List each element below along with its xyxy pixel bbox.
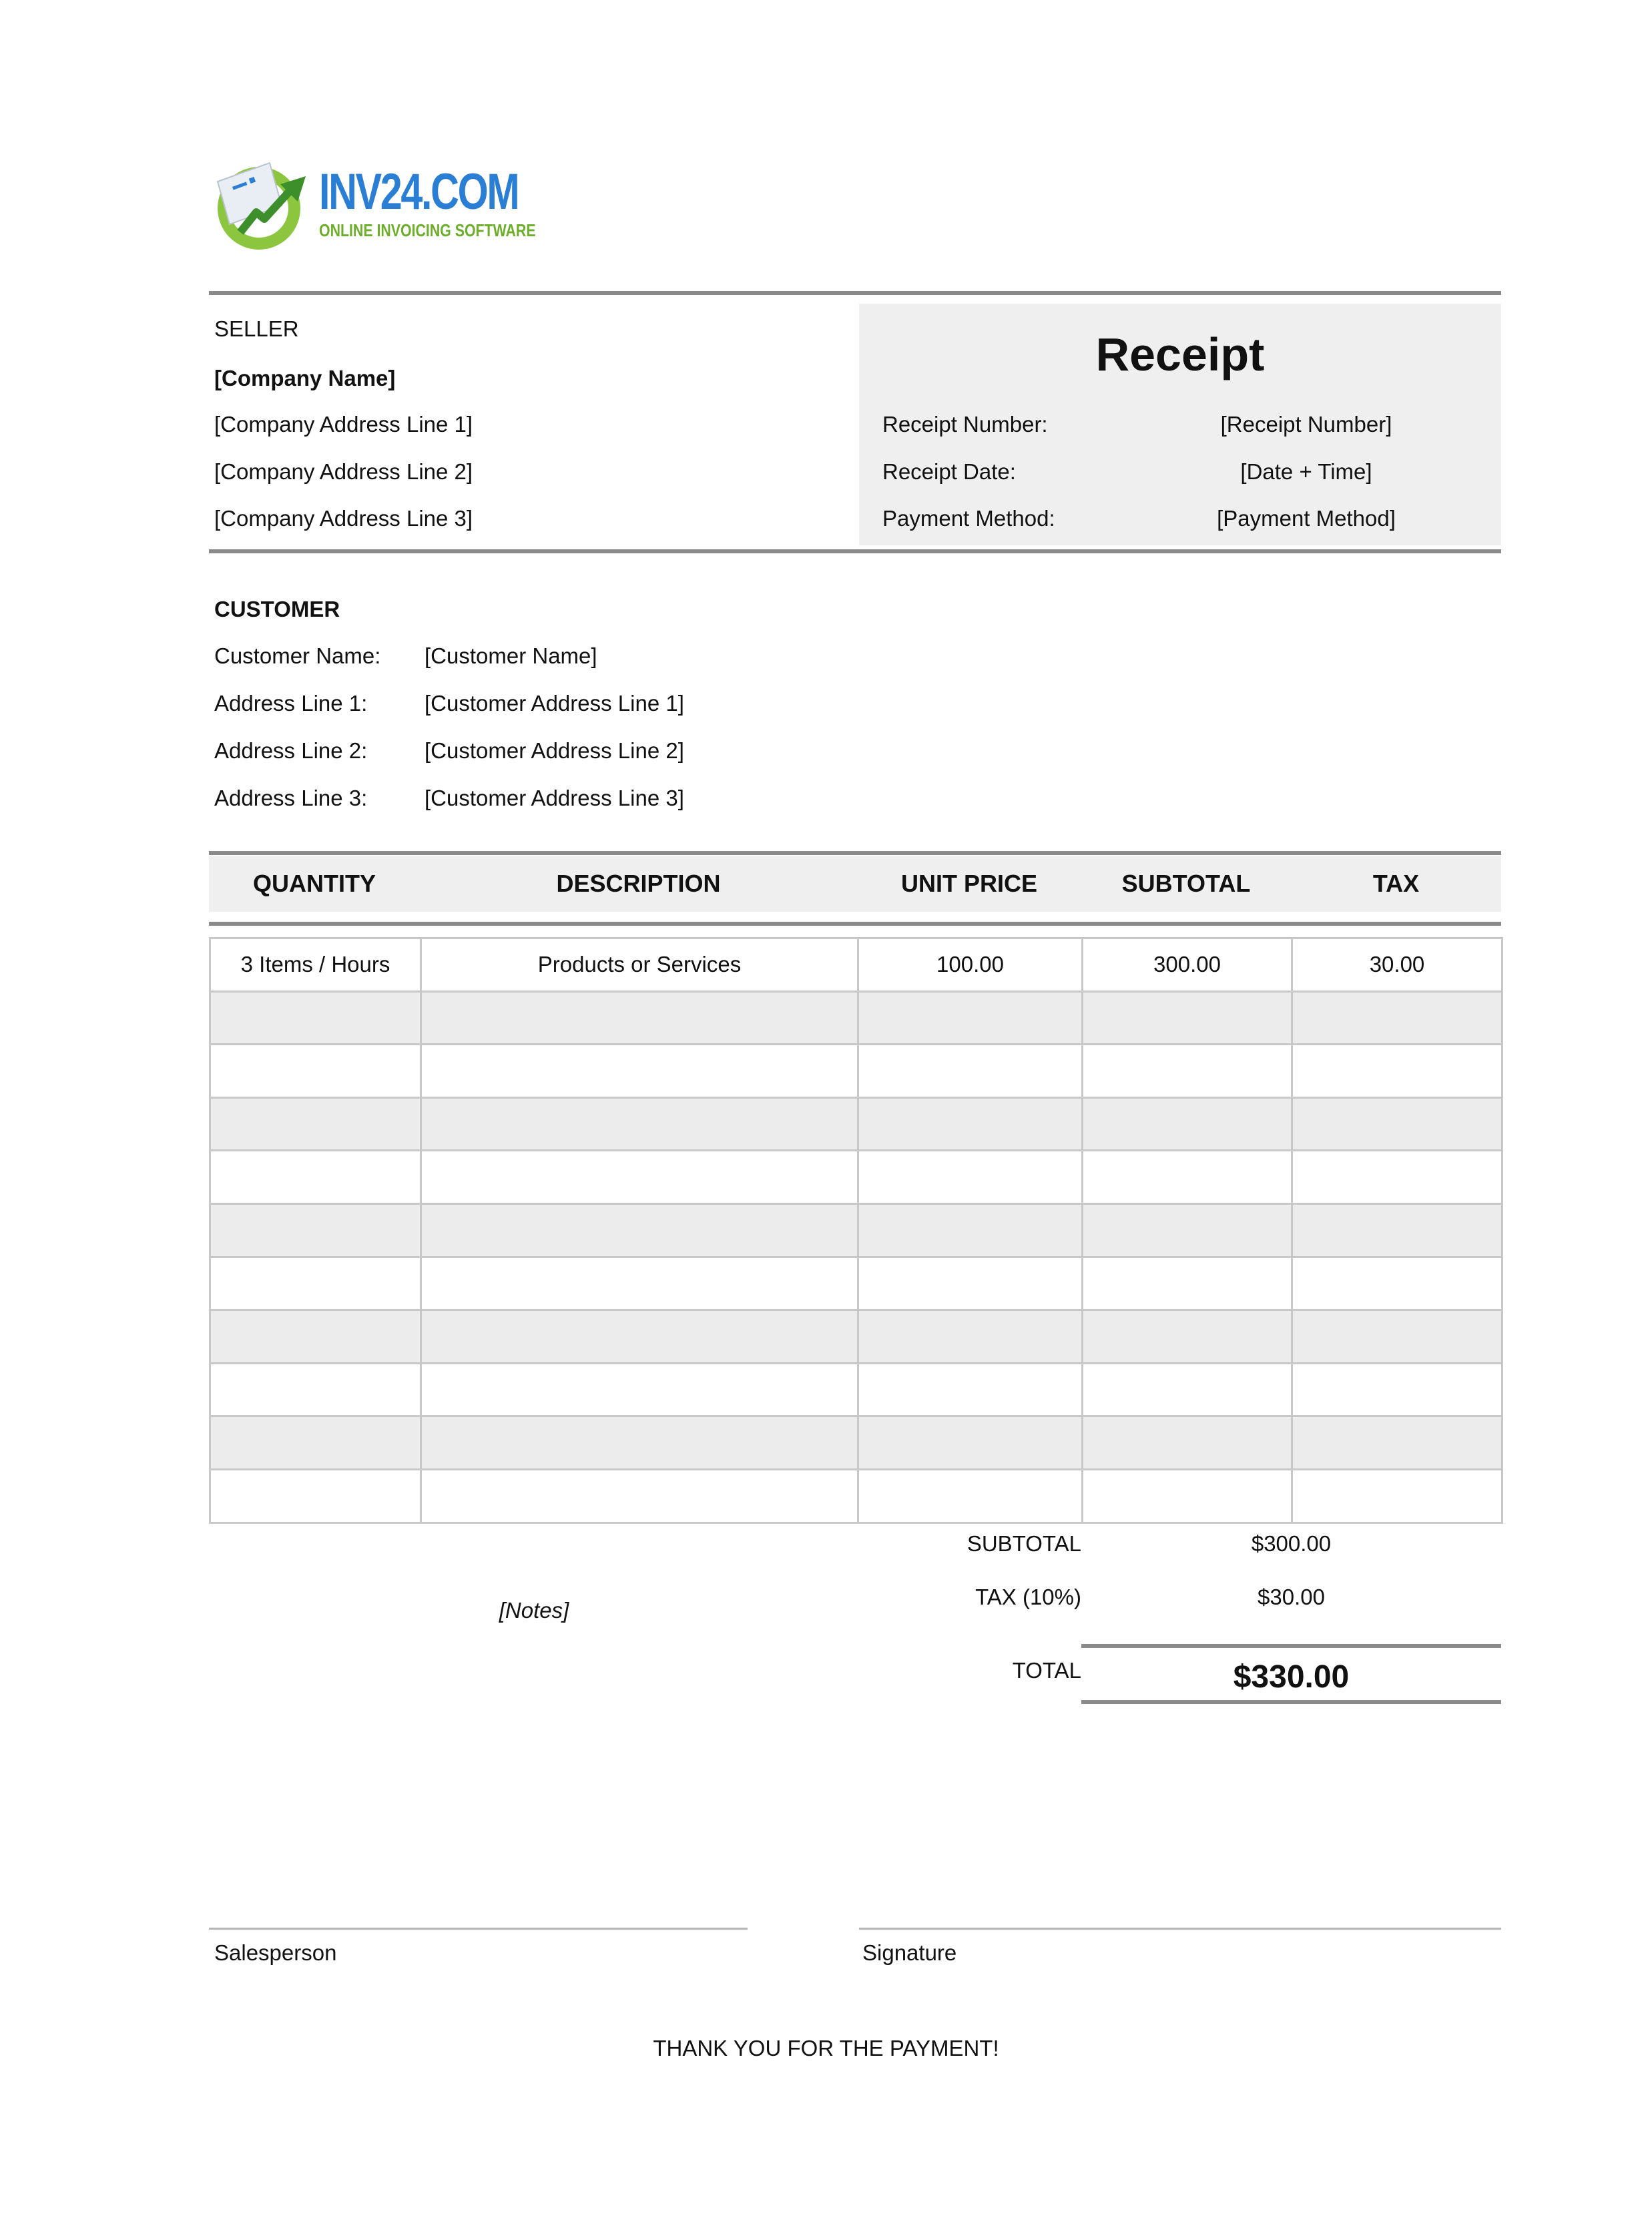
column-header-tax: TAX (1372, 870, 1420, 897)
cell-quantity (210, 1257, 421, 1310)
table-row (210, 1045, 1502, 1098)
salesperson-label: Salesperson (214, 1940, 337, 1965)
receipt-title: Receipt (1095, 328, 1265, 380)
cell-tax (1292, 991, 1502, 1045)
thank-you-message: THANK YOU FOR THE PAYMENT! (653, 2036, 999, 2060)
cell-subtotal (1083, 1203, 1292, 1257)
cell-tax (1292, 1363, 1502, 1416)
notes: [Notes] (499, 1598, 569, 1623)
table-row (210, 991, 1502, 1045)
customer-address-2-value: [Customer Address Line 2] (425, 738, 684, 763)
cell-quantity: 3 Items / Hours (210, 938, 421, 992)
column-header-description: DESCRIPTION (556, 870, 721, 897)
salesperson-line (209, 1928, 748, 1930)
cell-tax (1292, 1203, 1502, 1257)
signature-line (859, 1928, 1501, 1930)
seller-address-line-1: [Company Address Line 1] (214, 412, 473, 437)
receipt-info-panel (859, 304, 1501, 545)
cell-subtotal (1083, 1097, 1292, 1151)
seller-address-line-2: [Company Address Line 2] (214, 459, 473, 484)
cell-unit-price (858, 1257, 1083, 1310)
header-bottom-rule (209, 549, 1501, 553)
header-top-rule (209, 291, 1501, 295)
cell-unit-price (858, 1416, 1083, 1470)
cell-quantity (210, 1310, 421, 1364)
cell-unit-price (858, 1363, 1083, 1416)
customer-address-3-label: Address Line 3: (214, 786, 368, 810)
column-header-subtotal: SUBTOTAL (1121, 870, 1251, 897)
total-label: TOTAL (1012, 1658, 1081, 1683)
cell-unit-price (858, 1469, 1083, 1522)
table-row (210, 1469, 1502, 1522)
customer-name-label: Customer Name: (214, 643, 381, 668)
table-row (210, 1203, 1502, 1257)
signature-label: Signature (862, 1940, 957, 1965)
cell-subtotal (1083, 1257, 1292, 1310)
cell-unit-price: 100.00 (858, 938, 1083, 992)
total-value: $330.00 (1233, 1659, 1350, 1695)
table-header-top-rule (209, 851, 1501, 855)
cell-quantity (210, 1097, 421, 1151)
cell-unit-price (858, 1203, 1083, 1257)
table-row (210, 1257, 1502, 1310)
cell-description (421, 1469, 858, 1522)
table-row (210, 938, 1502, 992)
tax-label: TAX (10%) (975, 1585, 1081, 1609)
table-header-bottom-rule (209, 922, 1501, 926)
table-row (210, 1151, 1502, 1204)
items-table-header (209, 856, 1501, 912)
cell-unit-price (858, 1045, 1083, 1098)
receipt-date-value: [Date + Time] (1240, 459, 1372, 484)
cell-description (421, 1203, 858, 1257)
cell-description: Products or Services (421, 938, 858, 992)
cell-subtotal (1083, 1363, 1292, 1416)
cell-unit-price (858, 991, 1083, 1045)
table-row (210, 1097, 1502, 1151)
cell-description (421, 1363, 858, 1416)
cell-unit-price (858, 1097, 1083, 1151)
logo-tagline: ONLINE INVOICING SOFTWARE (319, 220, 536, 240)
seller-heading: SELLER (214, 316, 299, 341)
receipt-date-label: Receipt Date: (882, 459, 1016, 484)
logo-icon (212, 158, 312, 251)
table-row (210, 1363, 1502, 1416)
cell-subtotal (1083, 1045, 1292, 1098)
column-header-quantity: QUANTITY (253, 870, 376, 897)
cell-quantity (210, 991, 421, 1045)
receipt-number-label: Receipt Number: (882, 412, 1048, 437)
cell-quantity (210, 1469, 421, 1522)
items-table (209, 937, 1503, 1524)
cell-description (421, 1310, 858, 1364)
cell-quantity (210, 1363, 421, 1416)
cell-subtotal (1083, 991, 1292, 1045)
cell-description (421, 1151, 858, 1204)
subtotal-label: SUBTOTAL (967, 1531, 1081, 1556)
seller-address-line-3: [Company Address Line 3] (214, 506, 473, 531)
table-row (210, 1416, 1502, 1470)
cell-quantity (210, 1416, 421, 1470)
cell-subtotal (1083, 1151, 1292, 1204)
table-row (210, 1310, 1502, 1364)
cell-tax: 30.00 (1292, 938, 1502, 992)
payment-method-label: Payment Method: (882, 506, 1055, 531)
customer-address-2-label: Address Line 2: (214, 738, 368, 763)
company-logo (212, 158, 536, 251)
cell-tax (1292, 1151, 1502, 1204)
cell-unit-price (858, 1151, 1083, 1204)
customer-name-value: [Customer Name] (425, 643, 597, 668)
customer-heading: CUSTOMER (214, 597, 340, 621)
cell-subtotal (1083, 1416, 1292, 1470)
cell-quantity (210, 1203, 421, 1257)
cell-subtotal: 300.00 (1083, 938, 1292, 992)
column-header-unit-price: UNIT PRICE (900, 870, 1037, 897)
payment-method-value: [Payment Method] (1217, 506, 1396, 531)
cell-description (421, 991, 858, 1045)
cell-description (421, 1045, 858, 1098)
seller-company-name: [Company Name] (214, 366, 396, 390)
cell-description (421, 1416, 858, 1470)
cell-tax (1292, 1310, 1502, 1364)
receipt-number-value: [Receipt Number] (1220, 412, 1392, 437)
cell-tax (1292, 1257, 1502, 1310)
cell-quantity (210, 1045, 421, 1098)
total-box (1081, 1644, 1501, 1704)
cell-description (421, 1257, 858, 1310)
cell-subtotal (1083, 1310, 1292, 1364)
logo-wordmark: INV24.COM (319, 164, 519, 220)
subtotal-value: $300.00 (1251, 1531, 1332, 1556)
cell-tax (1292, 1469, 1502, 1522)
cell-subtotal (1083, 1469, 1292, 1522)
customer-address-1-label: Address Line 1: (214, 691, 368, 716)
cell-unit-price (858, 1310, 1083, 1364)
cell-description (421, 1097, 858, 1151)
cell-quantity (210, 1151, 421, 1204)
customer-address-1-value: [Customer Address Line 1] (425, 691, 684, 716)
cell-tax (1292, 1045, 1502, 1098)
cell-tax (1292, 1416, 1502, 1470)
cell-tax (1292, 1097, 1502, 1151)
customer-address-3-value: [Customer Address Line 3] (425, 786, 684, 810)
tax-value: $30.00 (1258, 1585, 1325, 1609)
